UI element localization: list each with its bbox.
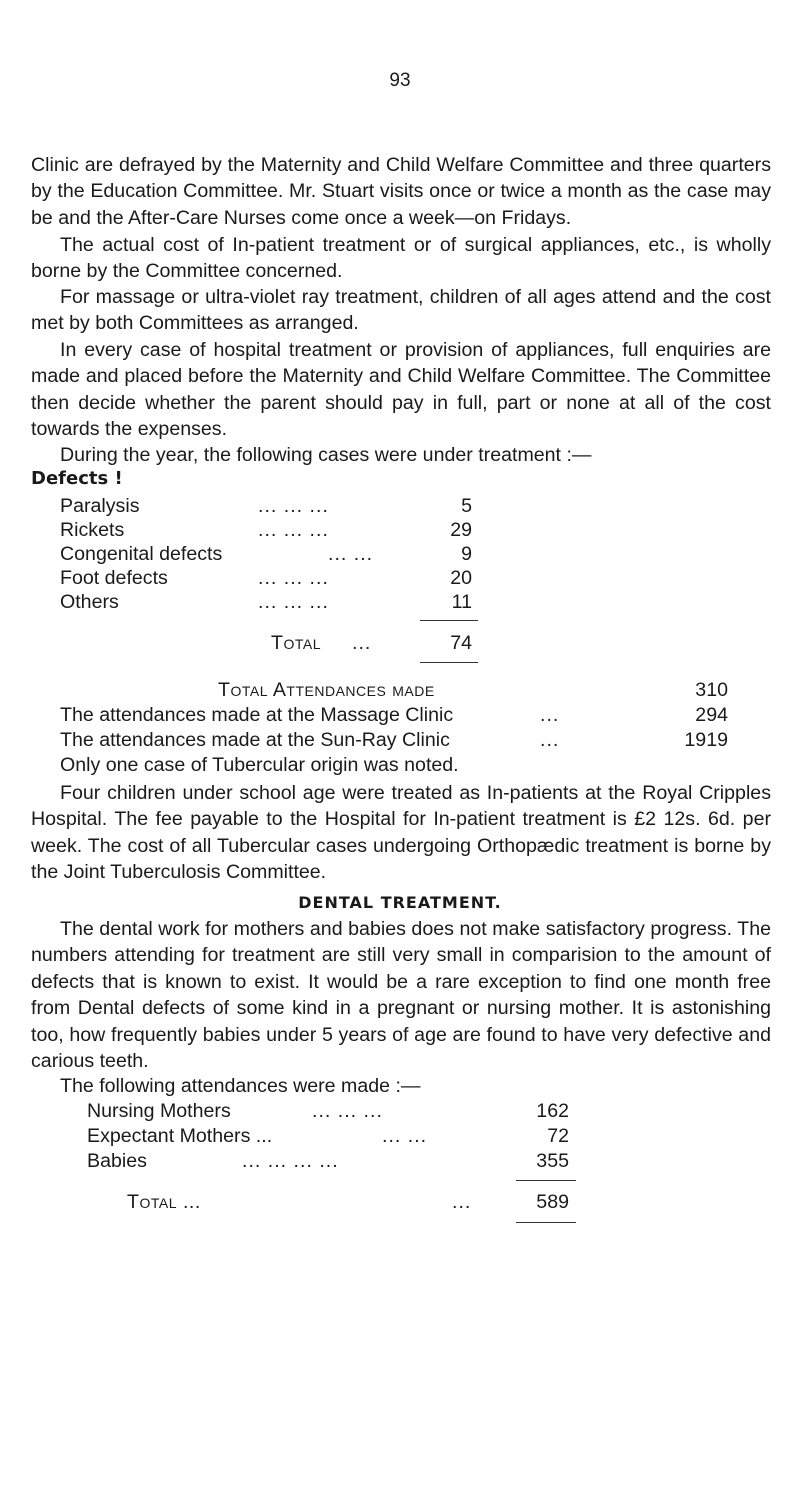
dental-label: Babies [87,1150,147,1172]
leader-dots: ... ... ... [258,495,329,517]
paragraph-hospital-treatment: In every case of hospital treatment or provision of appliances, full enquiries are made and placed before the Maternity and Child Welfare Committee. The Committee then decide whether the parent should pay in full, part or none at all of the cost towards the expenses. [31,339,771,441]
paragraph-cripples-hospital: Four children under school age were treated as In-patients at the Royal Cripples Hospital. The fee payable to the Hospital for In-patient treatment is £2 12s. 6d. per week. The cost of all Tubercular cases undergoing Orthopædic treatment is borne by the Joint Tuberculosis Committee. [31,782,771,884]
dental-attendances-intro: The following attendances were made :— [60,1075,421,1097]
leader-dots: ... ... ... [312,1100,383,1122]
defects-total-value: 74 [450,632,472,654]
sunray-attendances-label: The attendances made at the Sun-Ray Clinic [60,729,450,751]
defects-total-label: Total [271,632,321,654]
total-attendances-label: Total Attendances made [218,679,435,701]
leader-dots: ... ... ... [258,567,329,589]
leader-dots: ... [452,1191,472,1213]
paragraph-dental-work: The dental work for mothers and babies does not make satisfactory progress. The numbers attending for treatment are still very small in comparision to the amount of defects that is known to exist. It would be a rare exception to find one month free from Dental defects of some kind in a pregnant or nursing mother. It is astonishing too, how frequently babies under 5 years of age are found to have very defective and carious teeth. [31,918,771,1073]
dental-heading: DENTAL TREATMENT. [298,893,502,912]
leader-dots: ... ... ... ... [242,1150,339,1172]
defect-label: Foot defects [60,567,168,589]
defect-value: 20 [450,567,472,589]
leader-dots: ... [352,632,372,654]
defect-value: 9 [461,543,472,565]
dental-total-underline [516,1222,576,1223]
dental-total-value: 589 [536,1191,569,1213]
page-number: 93 [389,70,411,91]
defects-total-rule [420,620,478,621]
defects-heading: Defects ! [31,468,123,489]
leader-dots: ... [540,704,560,726]
leader-dots: ... ... ... [258,519,329,541]
defect-label: Paralysis [60,495,140,517]
dental-label: Nursing Mothers [87,1100,231,1122]
defects-total-underline [420,662,478,663]
dental-total-label: Total ... [127,1191,201,1213]
paragraph-clinic-costs: Clinic are defrayed by the Maternity and Child Welfare Committee and three quarters by the Education Committee. Mr. Stuart visits once or twice a month as the case may be and the After-Care Nurses come once a week—on Fridays. [31,154,771,229]
leader-dots: ... ... ... [258,591,329,613]
paragraph-inpatient-cost: The actual cost of In-patient treatment or of surgical appliances, etc., is wholly borne by the Committee concerned. [31,234,771,283]
leader-dots: ... ... [328,543,374,565]
leader-dots: ... ... [382,1125,428,1147]
sunray-attendances-value: 1919 [684,729,728,751]
defect-value: 11 [451,591,472,613]
paragraph-massage: For massage or ultra-violet ray treatment, children of all ages attend and the cost met by both Committees as arranged. [31,286,771,335]
total-attendances-value: 310 [695,679,728,701]
dental-value: 72 [547,1125,569,1147]
paragraph-cases-intro: During the year, the following cases were under treatment :— [60,444,592,466]
defect-value: 29 [450,519,472,541]
leader-dots: ... [540,729,560,751]
defect-label: Congenital defects [60,543,223,565]
defect-label: Rickets [60,519,125,541]
tubercular-note: Only one case of Tubercular origin was noted. [60,754,459,776]
dental-total-rule [516,1180,576,1181]
dental-value: 355 [536,1150,569,1172]
dental-value: 162 [536,1100,569,1122]
massage-attendances-label: The attendances made at the Massage Clinic [60,704,454,726]
massage-attendances-value: 294 [695,704,728,726]
defect-label: Others [60,591,119,613]
dental-label: Expectant Mothers ... [87,1125,273,1147]
defect-value: 5 [461,495,472,517]
